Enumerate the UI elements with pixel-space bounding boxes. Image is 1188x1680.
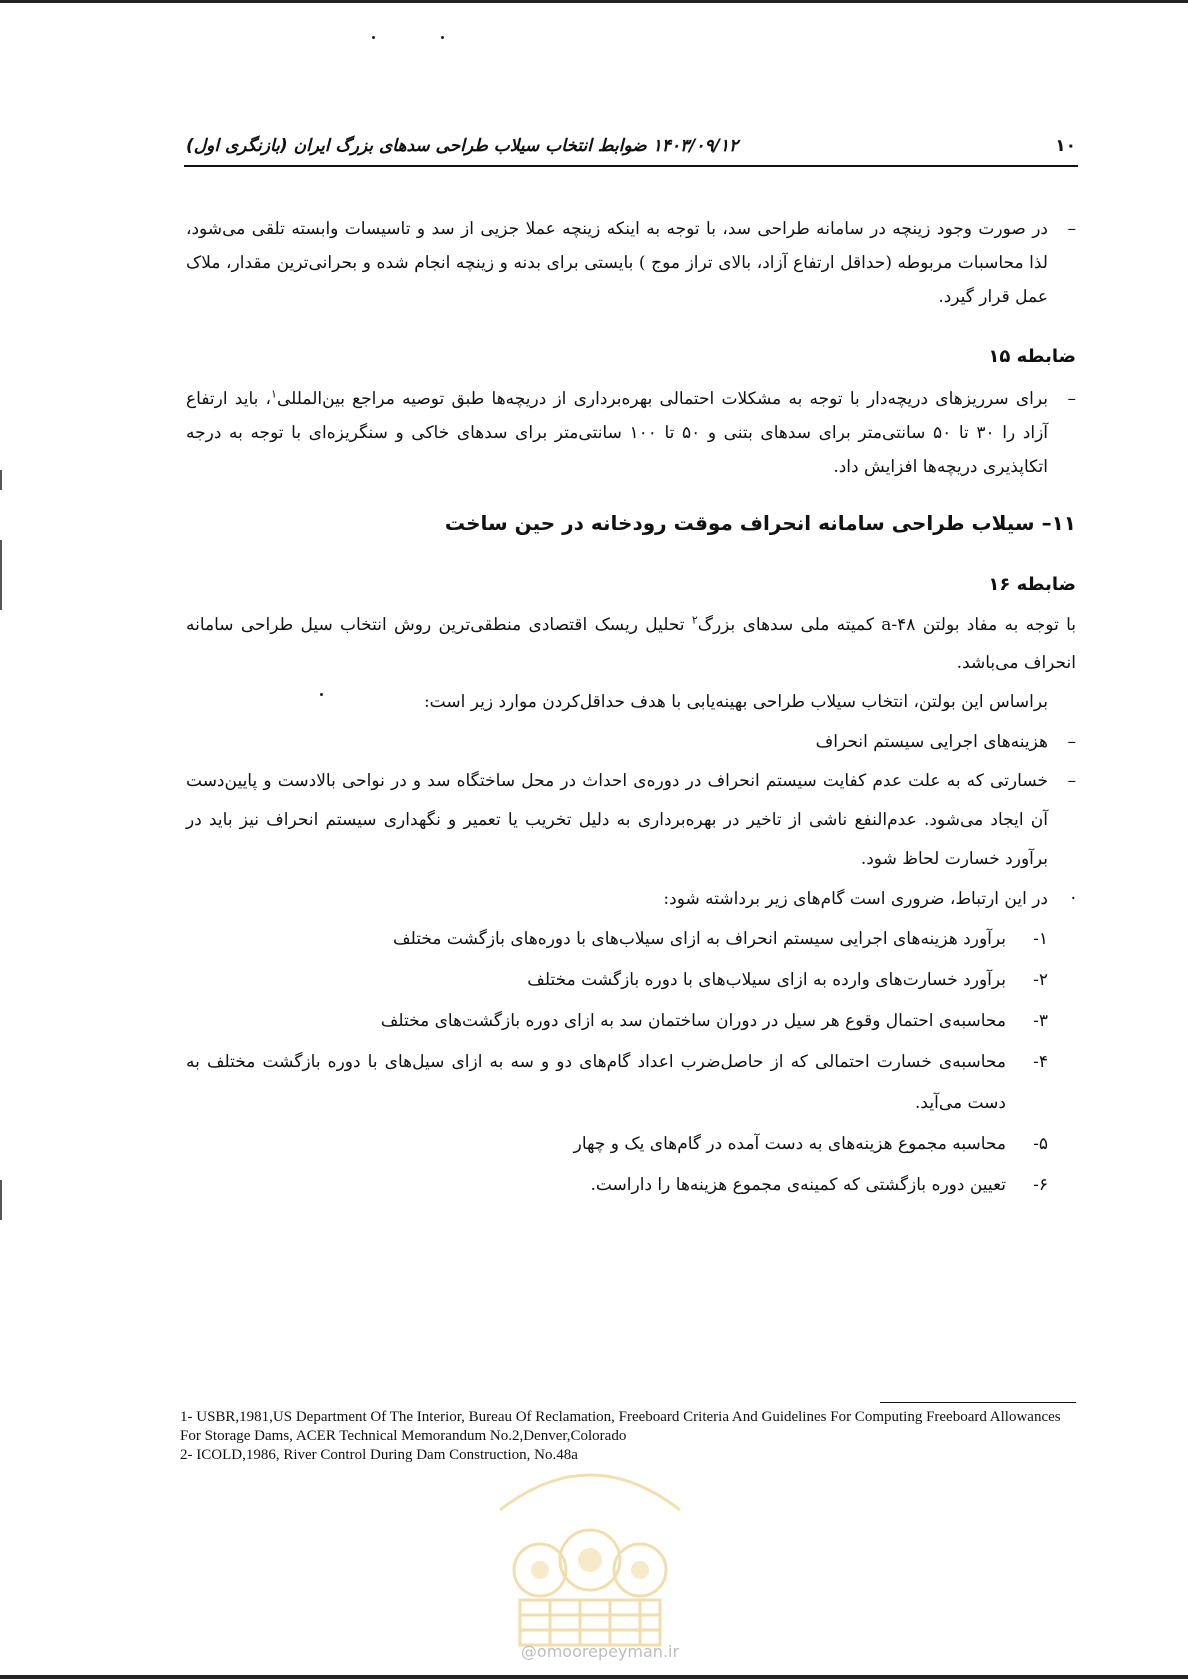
watermark-stamp-logo	[460, 1450, 720, 1650]
step-item	[186, 1042, 1076, 1124]
scan-left-edge-mark	[0, 540, 2, 610]
step-number: ۵-	[1033, 1134, 1048, 1154]
list-item-text: خسارتی که به علت عدم کفایت سیستم انحراف در دوره‌ی احداث در محل ساختگاه سد و در نواحی بالادست و پایین‌دست آن ایجاد می‌شود. عدم‌النفع ناشی از تاخیر در بهره‌برداری به دلیل تخریب یا تعمیر و نگهداری سیستم انحراف نیز باید در برآورد خسارت لحاظ شود.	[186, 771, 1048, 869]
bullet-dash: –	[1067, 771, 1076, 791]
rule-16-intro-end: تحلیل ریسک اقتصادی منطقی‌ترین روش انتخاب سیل طراحی سامانه انحراف می‌باشد.	[186, 615, 1076, 673]
page-number: ۱۰	[1055, 136, 1076, 156]
steps-intro-text: در این ارتباط، ضروری است گام‌های زیر برداشته شود:	[663, 889, 1048, 909]
rule-15-text-start: برای سرریزهای دریچه‌دار با توجه به مشکلات احتمالی بهره‌برداری از دریچه‌ها طبق توصیه مراجع بین‌المللی	[276, 389, 1049, 409]
rule-15-text-end: ، باید ارتفاع آزاد را ۳۰ تا ۵۰ سانتی‌متر برای سدهای بتنی و ۵۰ تا ۱۰۰ سانتی‌متر برای سدهای خاکی و سنگریزه‌ای با توجه به درجه اتکاپذیری دریچه‌ها افزایش داد.	[186, 389, 1049, 477]
footnote-ref-1: ۱	[271, 387, 277, 401]
rule-16-basis: براساس این بولتن، انتخاب سیلاب طراحی بهینه‌یابی با هدف حداقل‌کردن موارد زیر است:	[423, 692, 1048, 712]
step-text: برآورد هزینه‌های اجرایی سیستم انحراف به ازای سیلاب‌های با دوره‌های بازگشت مختلف	[393, 929, 1006, 949]
list-item	[186, 762, 1076, 879]
watermark-url-text: omoorepeyman.ir	[536, 1642, 680, 1661]
at-icon: @	[520, 1642, 537, 1661]
page-bottom-edge	[0, 1675, 1188, 1679]
rule-16-intro-start: با توجه به مفاد بولتن a-۴۸ کمیته ملی سدهای بزرگ	[697, 615, 1077, 635]
rule-15-label: ضابطه ۱۵	[988, 346, 1076, 367]
bullet-dot: ·	[1070, 889, 1076, 909]
footnote-2: 2- ICOLD,1986, River Control During Dam Construction, No.48a	[180, 1447, 578, 1463]
document-body	[186, 212, 1076, 1206]
header-title: ۱۴۰۳/۰۹/۱۲ ضوابط انتخاب سیلاب طراحی سدهای بزرگ ایران (بازنگری اول)	[186, 136, 739, 156]
scan-left-edge-mark	[0, 1180, 2, 1220]
step-text: محاسبه مجموع هزینه‌های به دست آمده در گام‌های یک و چهار	[573, 1134, 1006, 1154]
rule-16-label: ضابطه ۱۶	[988, 574, 1076, 595]
bullet-dash: –	[1067, 389, 1076, 409]
scan-speck	[441, 36, 444, 39]
list-item-text: هزینه‌های اجرایی سیستم انحراف	[815, 732, 1048, 752]
step-number: ۱-	[1033, 929, 1048, 949]
bullet-dash: –	[1067, 732, 1076, 752]
step-item	[186, 1001, 1076, 1042]
footnote-ref-2: ۲	[691, 613, 698, 627]
section-11-heading: ۱۱– سیلاب طراحی سامانه انحراف موقت رودخانه در حین ساخت	[444, 511, 1076, 535]
step-number: ۶-	[1033, 1175, 1048, 1195]
step-text: برآورد خسارت‌های وارده به ازای سیلاب‌های با دوره بازگشت مختلف	[527, 970, 1006, 990]
step-item	[186, 1124, 1076, 1165]
step-text: محاسبه‌ی احتمال وقوع هر سیل در دوران ساختمان سد به ازای دوره بازگشت‌های مختلف	[380, 1011, 1006, 1031]
footnote-separator	[880, 1402, 1076, 1403]
step-item	[186, 1165, 1076, 1206]
step-text: تعیین دوره بازگشتی که کمینه‌ی مجموع هزینه‌ها را داراست.	[590, 1175, 1006, 1195]
scan-speck	[372, 36, 375, 39]
scan-left-edge-mark	[0, 470, 2, 490]
step-number: ۴-	[1033, 1052, 1048, 1072]
rule-15-bullet	[186, 382, 1076, 484]
page-top-edge	[0, 0, 1188, 3]
step-text: محاسبه‌ی خسارت احتمالی که از حاصل‌ضرب اعداد گام‌های دو و سه به ازای سیل‌های با دوره بازگشت مختلف به دست می‌آید.	[186, 1052, 1006, 1113]
step-item	[186, 960, 1076, 1001]
gate-note-text: در صورت وجود زینچه در سامانه طراحی سد، با توجه به اینکه زینچه عملا جزیی از سد و تاسیسات وابسته تلقی می‌شود، لذا محاسبات مربوطه (حداقل ارتفاع آزاد، بالای تراز موج ) بایستی برای بدنه و زینچه انجام شده و بحرانی‌ترین مقدار، ملاک عمل قرار گیرد.	[186, 219, 1048, 307]
steps-intro	[186, 879, 1076, 919]
step-item	[186, 919, 1076, 960]
footnote-1: 1- USBR,1981,US Department Of The Interior, Bureau Of Reclamation, Freeboard Criteria And Guidelines For Computing Freeboard Allowances For Storage Dams, ACER Technical Memorandum No.2,Denver,Colorado	[180, 1409, 1061, 1444]
step-number: ۳-	[1033, 1011, 1048, 1031]
gate-note-bullet	[186, 212, 1076, 314]
page-header	[186, 133, 1076, 159]
watermark-url	[490, 1642, 710, 1661]
list-item	[186, 722, 1076, 762]
header-rule	[184, 165, 1078, 167]
step-number: ۲-	[1033, 970, 1048, 990]
bullet-dash: –	[1067, 219, 1076, 239]
rule-16-intro	[186, 606, 1076, 682]
